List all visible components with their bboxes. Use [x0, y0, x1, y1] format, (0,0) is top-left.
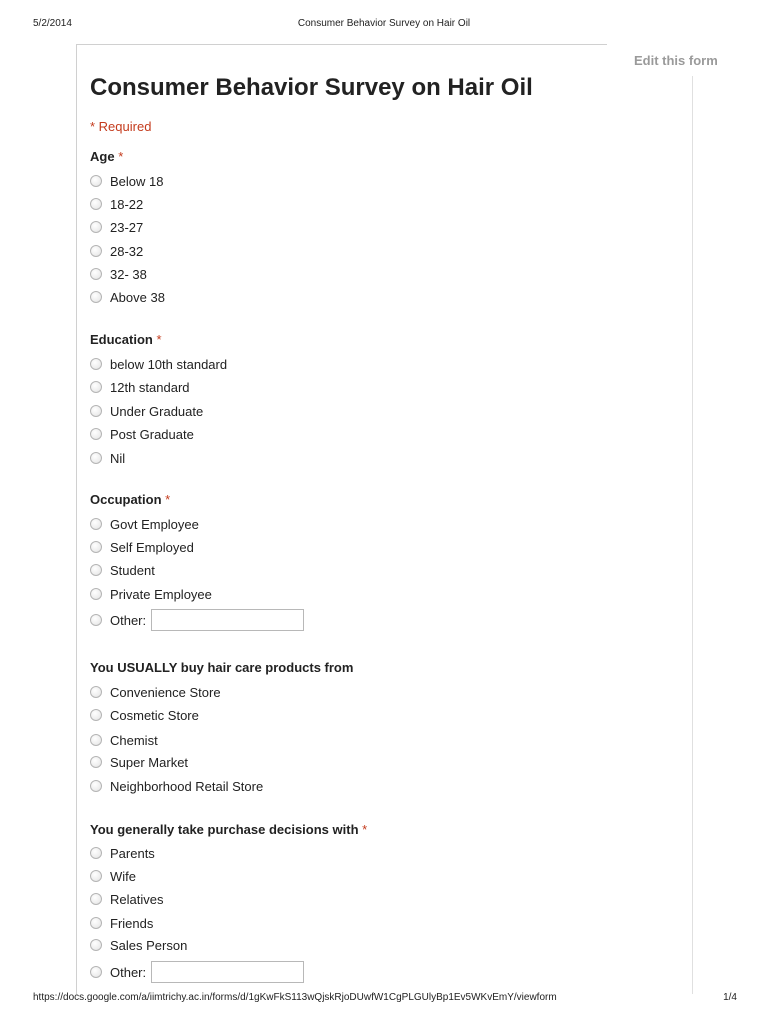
option-occupation-other[interactable]: Other:: [90, 608, 304, 632]
radio-button[interactable]: [90, 564, 102, 576]
option-buy-super-market[interactable]: Super Market: [90, 753, 188, 771]
option-education-nil[interactable]: Nil: [90, 449, 125, 467]
required-star: *: [156, 332, 162, 347]
option-decisions-friends[interactable]: Friends: [90, 914, 153, 932]
question-occupation-title: Occupation *: [90, 492, 171, 507]
radio-button[interactable]: [90, 541, 102, 553]
print-page-number: 1/4: [723, 992, 737, 1003]
radio-button[interactable]: [90, 198, 102, 210]
option-decisions-wife[interactable]: Wife: [90, 867, 136, 885]
question-decisions-title: You generally take purchase decisions with *: [90, 822, 368, 837]
option-age-above-38[interactable]: Above 38: [90, 288, 165, 306]
required-star: *: [165, 492, 171, 507]
radio-button[interactable]: [90, 268, 102, 280]
radio-button[interactable]: [90, 245, 102, 257]
print-footer: [0, 992, 768, 1006]
edit-form-link[interactable]: Edit this form: [634, 53, 718, 68]
option-education-under-graduate[interactable]: Under Graduate: [90, 402, 203, 420]
radio-button[interactable]: [90, 734, 102, 746]
option-decisions-other[interactable]: Other:: [90, 960, 304, 984]
option-age-28-32[interactable]: 28-32: [90, 242, 143, 260]
radio-button[interactable]: [90, 917, 102, 929]
radio-button[interactable]: [90, 686, 102, 698]
radio-button[interactable]: [90, 221, 102, 233]
radio-button[interactable]: [90, 175, 102, 187]
print-url: https://docs.google.com/a/iimtrichy.ac.in/forms/d/1gKwFkS113wQjskRjoDUwfW1CgPLGUlyBp1Ev5WKvEmY/viewform: [33, 992, 557, 1003]
option-education-post-graduate[interactable]: Post Graduate: [90, 425, 194, 443]
option-buy-chemist[interactable]: Chemist: [90, 731, 158, 749]
occupation-other-input[interactable]: [151, 609, 304, 631]
option-occupation-self-employed[interactable]: Self Employed: [90, 538, 194, 556]
radio-button[interactable]: [90, 405, 102, 417]
print-title: Consumer Behavior Survey on Hair Oil: [297, 18, 471, 29]
option-occupation-private-employee[interactable]: Private Employee: [90, 585, 212, 603]
radio-button[interactable]: [90, 381, 102, 393]
radio-button[interactable]: [90, 966, 102, 978]
print-header: [0, 18, 768, 32]
option-buy-neighborhood-retail[interactable]: Neighborhood Retail Store: [90, 777, 263, 795]
radio-button[interactable]: [90, 870, 102, 882]
option-decisions-relatives[interactable]: Relatives: [90, 890, 163, 908]
option-education-below-10th[interactable]: below 10th standard: [90, 355, 227, 373]
radio-button[interactable]: [90, 780, 102, 792]
radio-button[interactable]: [90, 452, 102, 464]
side-divider: [692, 76, 693, 994]
option-buy-convenience-store[interactable]: Convenience Store: [90, 683, 221, 701]
radio-button[interactable]: [90, 939, 102, 951]
question-age-title: Age *: [90, 149, 124, 164]
option-occupation-student[interactable]: Student: [90, 561, 155, 579]
print-date: 5/2/2014: [33, 18, 72, 29]
radio-button[interactable]: [90, 428, 102, 440]
radio-button[interactable]: [90, 614, 102, 626]
form-title: Consumer Behavior Survey on Hair Oil: [90, 74, 533, 101]
option-decisions-parents[interactable]: Parents: [90, 844, 155, 862]
radio-button[interactable]: [90, 358, 102, 370]
option-age-32-38[interactable]: 32- 38: [90, 265, 147, 283]
option-buy-cosmetic-store[interactable]: Cosmetic Store: [90, 706, 199, 724]
radio-button[interactable]: [90, 291, 102, 303]
option-decisions-sales-person[interactable]: Sales Person: [90, 936, 187, 954]
radio-button[interactable]: [90, 847, 102, 859]
radio-button[interactable]: [90, 518, 102, 530]
question-buy-from-title: You USUALLY buy hair care products from: [90, 660, 354, 675]
radio-button[interactable]: [90, 893, 102, 905]
option-age-23-27[interactable]: 23-27: [90, 218, 143, 236]
decisions-other-input[interactable]: [151, 961, 304, 983]
required-star: *: [362, 822, 368, 837]
option-education-12th[interactable]: 12th standard: [90, 378, 190, 396]
option-age-18-22[interactable]: 18-22: [90, 195, 143, 213]
radio-button[interactable]: [90, 756, 102, 768]
required-note: * Required: [90, 119, 152, 134]
required-star: *: [118, 149, 124, 164]
question-education-title: Education *: [90, 332, 162, 347]
option-occupation-govt-employee[interactable]: Govt Employee: [90, 515, 199, 533]
radio-button[interactable]: [90, 709, 102, 721]
option-age-below-18[interactable]: Below 18: [90, 172, 163, 190]
radio-button[interactable]: [90, 588, 102, 600]
